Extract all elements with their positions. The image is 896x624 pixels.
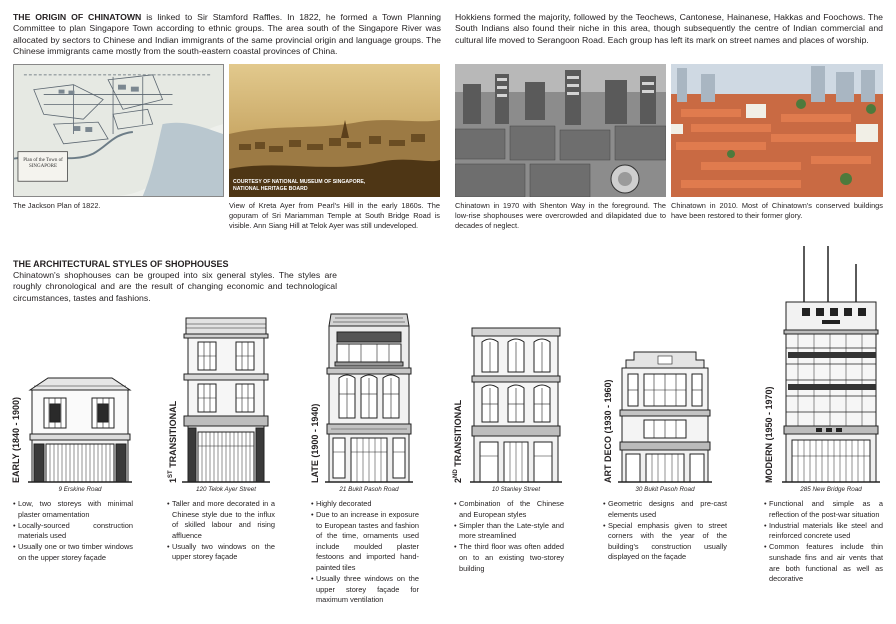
bullet-item: • Functional and simple as a reflection of the post-war situation [764, 499, 883, 520]
style-label-late: LATE (1900 - 1940) [310, 403, 320, 483]
bullet-item: • Geometric designs and pre-cast elements used [603, 499, 727, 520]
intro-title: THE ORIGIN OF CHINATOWN [13, 12, 142, 22]
label-ordinal: 1 [168, 477, 178, 483]
intro-body-left: is linked to Sir Stamford Raffles. In 1822, he formed a Town Planning Committee to plan Singapore Town according to ethnic groups. The area south of the Singapore River was allocated by sectors to Chinese and Indian immigrants of the same provincial origin and language groups. The Chinese immigrants came mostly from the south-eastern coastal provinces of China. [13, 12, 441, 56]
address-art-deco: 30 Bukit Pasoh Road [635, 486, 695, 493]
bullet-list-first-transitional [167, 499, 275, 564]
address-first-transitional: 120 Telok Ayer Street [195, 486, 257, 493]
address-second-transitional: 10 Stanley Street [491, 486, 541, 493]
bullet-item: • Common features include thin sunshade fins and air vents that are both functional as well as decorative [764, 542, 883, 584]
style-label-art-deco: ART DECO (1930 - 1960) [603, 379, 613, 483]
chinatown-2010-caption: Chinatown in 2010. Most of Chinatown's conserved buildings have been restored to their former glory. [671, 201, 883, 220]
address-late: 21 Bukit Pasoh Road [339, 486, 399, 493]
kreta-ayer-photo [229, 64, 440, 197]
bullet-list-second-transitional [454, 499, 564, 575]
jackson-plan-map [13, 64, 224, 197]
label-text: TRANSITIONAL [168, 400, 178, 471]
bullet-item: • The third floor was often added on to an existing two-storey building [454, 542, 564, 574]
photo-credit [233, 179, 413, 193]
art-deco-shophouse-drawing [618, 350, 712, 484]
bullet-item: • Taller and more decorated in a Chinese style due to the influx of skilled labour and rising affluence [167, 499, 275, 541]
bullet-item: • Due to an increase in exposure to European tastes and fashion of the time, ornaments used include moulded plaster festoons and imported hand-painted tiles [311, 510, 419, 574]
style-label-modern: MODERN (1950 - 1970) [764, 386, 774, 483]
label-ordinal-suffix: ND [453, 469, 459, 478]
intro-text-right: Hokkiens formed the majority, followed by the Teochews, Cantonese, Hainanese, Hakkas and Foochows. The South Indians also found their niche in this area, though subsequently the centre of Indian commercial and cultural life moved to Serangoon Road. Each group has left its mark on street names and places of worship. [455, 12, 883, 45]
bullet-list-modern [764, 499, 883, 585]
bullet-item: • Combination of the Chinese and European styles [454, 499, 564, 520]
address-early: 9 Erskine Road [58, 486, 102, 493]
first-transitional-shophouse-drawing [182, 316, 270, 484]
photo-credit-line-1: COURTESY OF NATIONAL MUSEUM OF SINGAPORE, [233, 179, 366, 185]
bullet-item: • Highly decorated [311, 499, 419, 510]
label-text: TRANSITIONAL [453, 399, 463, 470]
chinatown-1970-caption: Chinatown in 1970 with Shenton Way in the foreground. The low-rise shophouses were overcrowded and dilapidated due to decades of neglect. [455, 201, 666, 230]
jackson-plan-caption: The Jackson Plan of 1822. [13, 201, 101, 210]
chinatown-1970-photo [455, 64, 666, 197]
bullet-item: • Industrial materials like steel and reinforced concrete used [764, 521, 883, 542]
bullet-item: • Locally-sourced construction materials used [13, 521, 133, 542]
map-cartouche-title: Plan of the Town of SINGAPORE [23, 158, 63, 169]
styles-intro: Chinatown's shophouses can be grouped into six general styles. The styles are roughly chronological and are the result of changing economic and technological circumstances, tastes and fashions. [13, 270, 337, 303]
label-ordinal: 2 [453, 477, 463, 483]
early-shophouse-drawing [28, 376, 132, 484]
second-transitional-shophouse-drawing [470, 326, 562, 484]
bullet-list-late [311, 499, 419, 606]
late-shophouse-drawing [325, 312, 413, 484]
photo-credit-line-2: NATIONAL HERITAGE BOARD [233, 186, 308, 192]
kreta-ayer-caption: View of Kreta Ayer from Pearl's Hill in the early 1860s. The gopuram of Sri Mariamman Temple at South Bridge Road is visible. Ann Siang Hill at Telok Ayer was still undeveloped. [229, 201, 440, 230]
bullet-item: • Usually one or two timber windows on the upper storey façade [13, 542, 133, 563]
bullet-item: • Simpler than the Late-style and more streamlined [454, 521, 564, 542]
styles-heading: THE ARCHITECTURAL STYLES OF SHOPHOUSES [13, 259, 229, 269]
style-label-early: EARLY (1840 - 1900) [11, 396, 21, 483]
bullet-item: • Special emphasis given to street corners with the year of the building's construction usually displayed on the façade [603, 521, 727, 563]
bullet-item: • Usually two windows on the upper storey façade [167, 542, 275, 563]
intro-text-left [13, 12, 441, 57]
bullet-item: • Low, two storeys with minimal plaster ornamentation [13, 499, 133, 520]
style-label-second-transitional [453, 400, 463, 483]
address-modern: 285 New Bridge Road [800, 486, 862, 493]
label-ordinal-suffix: ST [168, 470, 174, 478]
bullet-list-early [13, 499, 133, 564]
bullet-item: • Usually three windows on the upper storey façade for maximum ventilation [311, 574, 419, 606]
bullet-list-art-deco [603, 499, 727, 564]
style-label-first-transitional [168, 401, 178, 483]
chinatown-2010-photo [671, 64, 883, 197]
modern-shophouse-drawing [782, 244, 880, 484]
